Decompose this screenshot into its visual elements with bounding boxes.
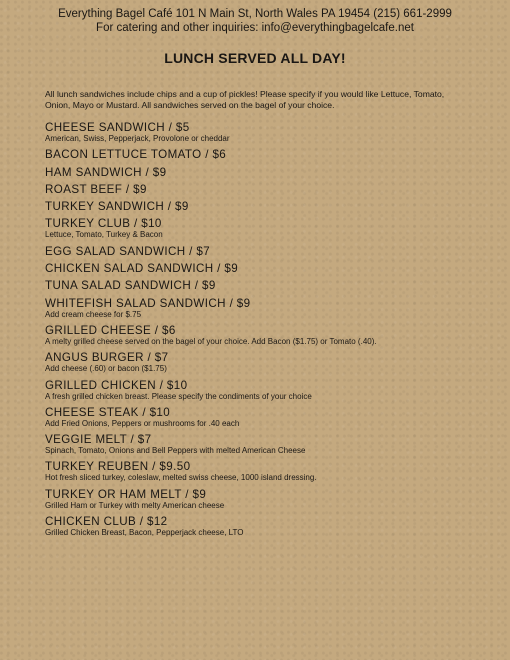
menu-item-name: TURKEY SANDWICH / $9 [45,200,189,214]
menu-item-name: TURKEY REUBEN / $9.50 [45,460,191,474]
menu-item-description: Spinach, Tomato, Onions and Bell Peppers with melted American Cheese [45,446,306,456]
menu-item [45,406,485,429]
menu-item-description: Hot fresh sliced turkey, coleslaw, melted swiss cheese, 1000 island dressing. [45,473,317,483]
page-title: LUNCH SERVED ALL DAY! [164,50,346,66]
menu-item-description: A melty grilled cheese served on the bagel of your choice. Add Bacon ($1.75) or Tomato (.40). [45,336,377,346]
menu-item [45,183,485,196]
menu-item [45,460,485,483]
menu-item-description: Grilled Ham or Turkey with melty American cheese [45,500,225,510]
menu-item-name: WHITEFISH SALAD SANDWICH / $9 [45,296,251,310]
menu-item-name: EGG SALAD SANDWICH / $7 [45,244,211,258]
menu-item-description: Lettuce, Tomato, Turkey & Bacon [45,230,163,240]
menu-item-name: GRILLED CHEESE / $6 [45,323,176,337]
menu-item [45,433,485,456]
menu-item-name: TUNA SALAD SANDWICH / $9 [45,279,216,293]
cafe-header [0,7,510,35]
menu-item [45,279,485,292]
menu-intro: All lunch sandwiches include chips and a cup of pickles! Please specify if you would like Lettuce, Tomato, Onion, Mayo or Mustard. All sandwiches served on the bagel of your choice. [45,89,445,110]
menu-item [45,166,485,179]
menu-item-name: HAM SANDWICH / $9 [45,165,167,179]
menu-item [45,515,485,538]
menu-item-description: Grilled Chicken Breast, Bacon, Pepperjack cheese, LTO [45,528,244,538]
menu-item-name: TURKEY CLUB / $10 [45,217,162,231]
catering-contact-line: For catering and other inquiries: info@everythingbagelcafe.net [96,22,414,34]
menu-item-description: Add cream cheese for $.75 [45,309,142,319]
lunch-menu-list [45,121,485,542]
menu-item [45,121,485,144]
menu-item-description: Add Fried Onions, Peppers or mushrooms for .40 each [45,418,240,428]
menu-item-name: CHEESE STEAK / $10 [45,405,171,419]
menu-item-description: Add cheese (.60) or bacon ($1.75) [45,364,167,374]
menu-item-name: ANGUS BURGER / $7 [45,351,169,365]
menu-item-name: CHICKEN SALAD SANDWICH / $9 [45,262,239,276]
menu-item-name: CHEESE SANDWICH / $5 [45,121,190,134]
cafe-address-line: Everything Bagel Café 101 N Main St, North Wales PA 19454 (215) 661-2999 [58,8,452,20]
menu-item-name: ROAST BEEF / $9 [45,182,147,196]
menu-item [45,262,485,275]
menu-item-description: A fresh grilled chicken breast. Please specify the condiments of your choice [45,391,312,401]
menu-item [45,324,485,347]
menu-item [45,148,485,161]
menu-item [45,245,485,258]
menu-item-name: VEGGIE MELT / $7 [45,433,152,447]
menu-item-name: CHICKEN CLUB / $12 [45,515,168,529]
menu-item-name: BACON LETTUCE TOMATO / $6 [45,148,227,162]
menu-item [45,297,485,320]
menu-item-description: American, Swiss, Pepperjack, Provolone or cheddar [45,134,230,143]
menu-item-name: GRILLED CHICKEN / $10 [45,378,188,392]
menu-item [45,217,485,240]
menu-item [45,379,485,402]
menu-item-name: TURKEY OR HAM MELT / $9 [45,487,207,501]
menu-item [45,351,485,374]
menu-item [45,488,485,511]
menu-item [45,200,485,213]
